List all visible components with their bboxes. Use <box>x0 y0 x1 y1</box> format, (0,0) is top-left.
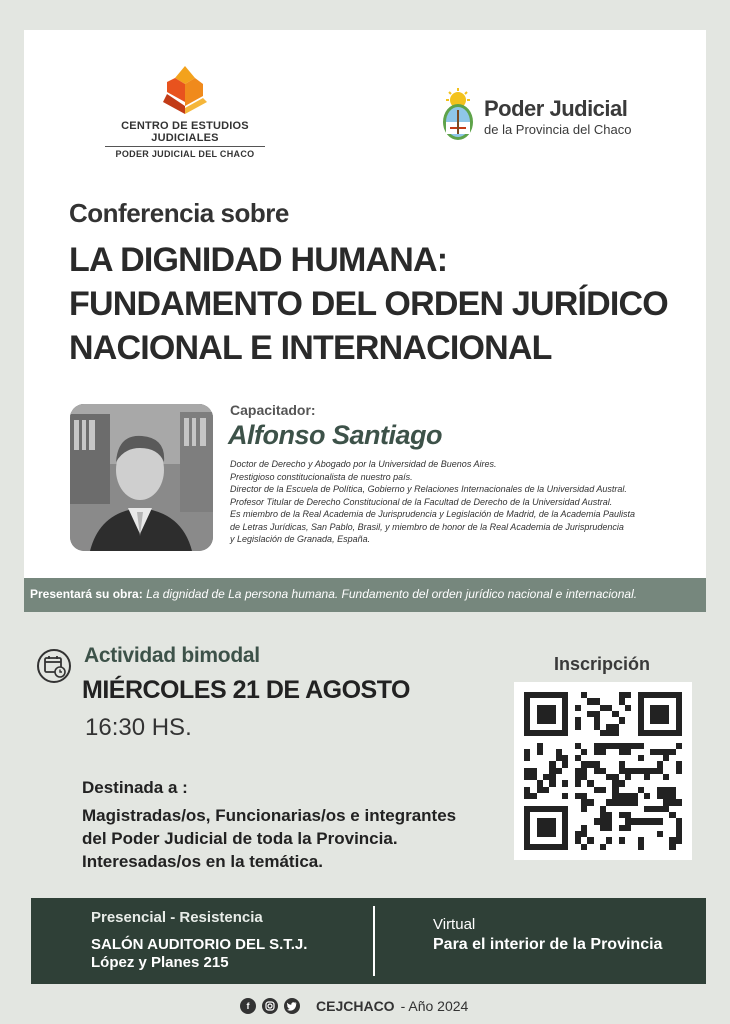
speaker-portrait-icon <box>70 404 213 551</box>
event-date: MIÉRCOLES 21 DE AGOSTO <box>82 676 410 704</box>
facebook-icon[interactable]: f <box>240 998 256 1014</box>
qr-code-icon <box>524 692 682 850</box>
speaker-label: Capacitador: <box>230 402 316 418</box>
calendar-clock-icon <box>36 648 72 684</box>
speaker-photo <box>70 404 213 551</box>
audience-line: Magistradas/os, Funcionarias/os e integrantes <box>82 806 457 825</box>
bio-line: y Legislación de Granada, España. <box>230 534 371 544</box>
event-modality: Actividad bimodal <box>84 644 260 667</box>
cej-divider <box>105 146 265 147</box>
footer-year: - Año 2024 <box>400 998 469 1014</box>
conference-pretitle: Conferencia sobre <box>69 198 289 228</box>
audience-line: Interesadas/os en la temática. <box>82 852 323 871</box>
audience-line: del Poder Judicial de toda la Provincia. <box>82 829 398 848</box>
virtual-title: Virtual <box>433 916 476 933</box>
instagram-icon[interactable] <box>262 998 278 1014</box>
registration-label: Inscripción <box>554 654 651 674</box>
poster-card <box>24 30 706 578</box>
audience-list <box>82 804 456 873</box>
book-label: Presentará su obra: <box>30 587 143 601</box>
cej-logo-icon <box>157 64 213 116</box>
speaker-name: Alfonso Santiago <box>228 420 442 450</box>
title-line-1: LA DIGNIDAD HUMANA: <box>69 241 448 279</box>
cej-logo <box>100 64 270 159</box>
title-line-3: NACIONAL E INTERNACIONAL <box>69 329 552 367</box>
bio-line: Director de la Escuela de Política, Gobierno y Relaciones Internacionales de la Universidad Austral. <box>230 484 627 494</box>
book-presentation-bar <box>24 578 706 612</box>
poder-judicial-logo <box>438 88 658 148</box>
venue-bar <box>31 898 706 984</box>
pj-title: Poder Judicial <box>484 96 628 121</box>
audience-label: Destinada a : <box>82 778 188 797</box>
bio-line: Es miembro de la Real Academia de Jurisprudencia y Legislación de Madrid, de la Academia Paulista <box>230 509 636 519</box>
venue-name: SALÓN AUDITORIO DEL S.T.J. <box>91 936 308 953</box>
book-title: La dignidad de La persona humana. Fundamento del orden jurídico nacional e internacional. <box>146 587 638 601</box>
bio-line: Doctor de Derecho y Abogado por la Universidad de Buenos Aires. <box>230 459 497 469</box>
conference-title <box>69 238 668 370</box>
speaker-bio <box>230 458 692 546</box>
venue-address: López y Planes 215 <box>91 954 229 971</box>
bio-line: Prestigioso constitucionalista de nuestro país. <box>230 471 413 482</box>
virtual-audience: Para el interior de la Provincia <box>433 936 663 953</box>
bio-line: de Letras Jurídicas, San Pablo, Brasil, y miembro de honor de la Real Academia de Jurisprudencia <box>230 521 624 532</box>
cej-subname: PODER JUDICIAL DEL CHACO <box>115 149 255 159</box>
cej-name: CENTRO DE ESTUDIOS JUDICIALES <box>121 120 249 144</box>
in-person-title: Presencial - Resistencia <box>91 909 263 926</box>
bio-line: Profesor Titular de Derecho Constitucional de la Facultad de Derecho de la Universidad Austral. <box>230 496 613 507</box>
chaco-coat-of-arms-icon <box>438 88 478 146</box>
registration-qr-code[interactable] <box>514 682 692 860</box>
title-line-2: FUNDAMENTO DEL ORDEN JURÍDICO <box>69 285 668 323</box>
pj-subtitle: de la Provincia del Chaco <box>484 122 632 137</box>
venue-divider <box>373 906 375 976</box>
footer <box>240 996 468 1016</box>
twitter-icon[interactable] <box>284 998 300 1014</box>
event-time: 16:30 HS. <box>85 714 192 741</box>
footer-brand: CEJCHACO <box>316 998 395 1014</box>
